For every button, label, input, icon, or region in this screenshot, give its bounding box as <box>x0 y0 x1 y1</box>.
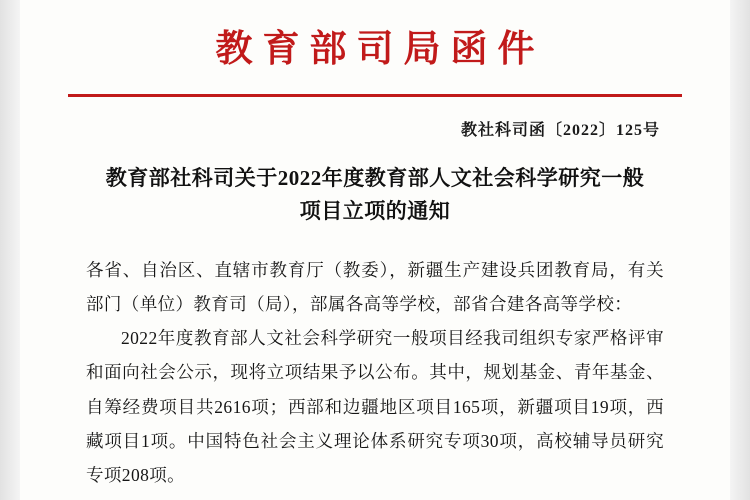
document-number: 教社科司函〔2022〕125号 <box>460 122 660 139</box>
paragraph-recipients: 各省、自治区、直辖市教育厅（教委），新疆生产建设兵团教育局，有关部门（单位）教育司（局），部属各高等学校，部省合建各高等学校： <box>86 260 664 315</box>
red-divider-rule <box>68 94 682 97</box>
page-shadow-right <box>730 0 750 500</box>
page-title: 教育部司局函件 <box>215 29 545 70</box>
paragraph-announcement: 2022年度教育部人文社会科学研究一般项目经我司组织专家严格评审和面向社会公示，现将立项结果予以公布。其中，规划基金、青年基金、自筹经费项目共2616项；西部和边疆地区项目165项，新疆项目19项，西藏项目1项。中国特色社会主义理论体系研究专项30项，高校辅导员研究专项208项。 <box>86 328 664 485</box>
page-shadow-left <box>0 0 20 500</box>
document-subject-heading: 教育部社科司关于2022年度教育部人文社会科学研究一般项目立项的通知 <box>105 166 645 223</box>
document-page <box>20 0 730 500</box>
document-body <box>86 253 664 492</box>
